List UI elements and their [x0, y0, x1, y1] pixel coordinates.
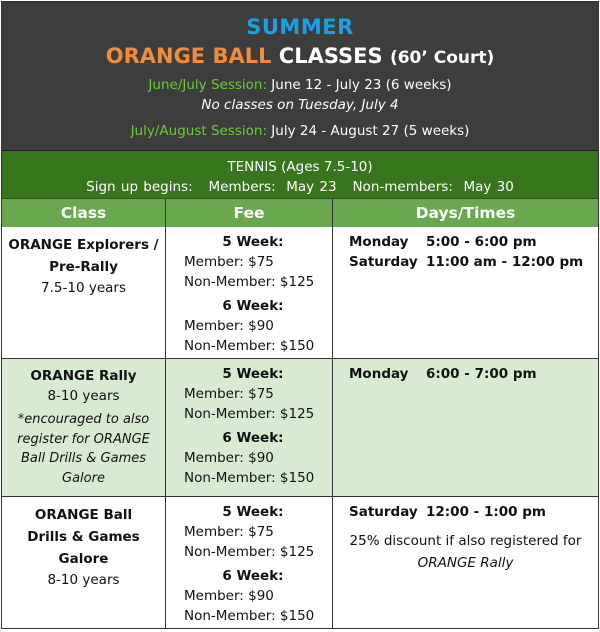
class-name-line: Galore — [58, 551, 109, 567]
table-row — [2, 359, 598, 497]
fee-6-week-label: 6 Week: — [222, 568, 284, 584]
class-note — [2, 410, 165, 488]
table-header — [2, 198, 598, 228]
session2-dates: July 24 - August 27 (5 weeks) — [271, 123, 470, 139]
days-cell — [333, 502, 598, 574]
fee-5-week-member: Member: $75 — [184, 386, 274, 402]
discount-note-line: 25% discount if also registered for — [349, 533, 582, 549]
days-cell — [333, 232, 598, 272]
class-note-line: register for ORANGE — [17, 431, 150, 447]
discount-note-class: ORANGE Rally — [417, 555, 514, 571]
session1-label: June/July Session: — [148, 77, 267, 93]
class-name-line: ORANGE Rally — [30, 368, 137, 384]
fee-6-week-member: Member: $90 — [184, 450, 274, 466]
fee-6-week-nonmember: Non-Member: $150 — [184, 338, 315, 354]
schedule-day: Saturday — [349, 504, 418, 520]
session1-line — [2, 77, 598, 93]
session1-note: No classes on Tuesday, July 4 — [201, 97, 399, 113]
signup-dates: Sign up begins: Members: May 23 Non-members: May 30 — [86, 179, 514, 195]
class-name-line: Drills & Games — [27, 529, 140, 545]
class-schedule-flyer — [1, 1, 599, 629]
fee-5-week-label: 5 Week: — [222, 366, 284, 382]
session1-dates: June 12 - July 23 (6 weeks) — [271, 77, 452, 93]
fee-5-week-label: 5 Week: — [222, 504, 284, 520]
schedule-time: 6:00 - 7:00 pm — [426, 366, 537, 382]
class-note-line: Ball Drills & Games — [20, 451, 147, 466]
schedule-entry — [333, 232, 598, 252]
class-ages: 7.5-10 years — [41, 280, 126, 296]
fee-5-week-label: 5 Week: — [222, 234, 284, 250]
session2-line — [2, 123, 598, 139]
program-band — [2, 150, 598, 199]
class-name-line: ORANGE Explorers / — [8, 237, 159, 253]
schedule-day: Monday — [349, 234, 409, 250]
class-cell — [2, 234, 165, 298]
column-divider — [332, 198, 333, 628]
column-header-days: Days/Times — [415, 204, 516, 222]
class-note-line: Galore — [62, 470, 105, 486]
season-title: SUMMER — [246, 15, 354, 39]
fee-6-week-label: 6 Week: — [222, 298, 284, 314]
table-row — [2, 497, 598, 628]
session2-label: July/August Session: — [130, 123, 267, 139]
flyer-header — [2, 2, 598, 150]
title-orange-ball: ORANGE BALL — [105, 44, 272, 68]
class-cell — [2, 504, 165, 590]
class-note-line: *encouraged to also — [17, 412, 150, 427]
schedule-entry — [333, 252, 598, 272]
fee-5-week-nonmember: Non-Member: $125 — [184, 274, 315, 290]
fee-cell — [166, 502, 332, 626]
days-cell — [333, 364, 598, 384]
class-cell — [2, 366, 165, 488]
column-header-class: Class — [60, 204, 107, 222]
fee-6-week-nonmember: Non-Member: $150 — [184, 608, 315, 624]
schedule-time: 12:00 - 1:00 pm — [426, 504, 546, 520]
fee-6-week-label: 6 Week: — [222, 430, 284, 446]
fee-6-week-member: Member: $90 — [184, 318, 274, 334]
fee-6-week-member: Member: $90 — [184, 588, 274, 604]
schedule-entry — [333, 502, 598, 522]
fee-cell — [166, 364, 332, 488]
program-title: TENNIS (Ages 7.5-10) — [227, 159, 373, 175]
class-ages: 8-10 years — [47, 388, 120, 404]
fee-6-week-nonmember: Non-Member: $150 — [184, 470, 315, 486]
schedule-day: Monday — [349, 366, 409, 382]
fee-5-week-member: Member: $75 — [184, 524, 274, 540]
fee-5-week-member: Member: $75 — [184, 254, 274, 270]
column-header-fee: Fee — [233, 204, 265, 222]
title-court: (60’ Court) — [389, 48, 495, 68]
fee-5-week-nonmember: Non-Member: $125 — [184, 544, 315, 560]
schedule-time: 5:00 - 6:00 pm — [426, 234, 537, 250]
fee-cell — [166, 232, 332, 356]
schedule-day: Saturday — [349, 254, 418, 270]
flyer-title — [2, 44, 598, 68]
fee-5-week-nonmember: Non-Member: $125 — [184, 406, 315, 422]
schedule-entry — [333, 364, 598, 384]
discount-note — [333, 530, 598, 574]
schedule-time: 11:00 am - 12:00 pm — [426, 254, 584, 270]
class-name-line: Pre-Rally — [49, 259, 118, 275]
class-ages: 8-10 years — [47, 572, 120, 588]
title-classes: CLASSES — [278, 44, 383, 68]
column-divider — [165, 198, 166, 628]
table-row — [2, 227, 598, 359]
class-name-line: ORANGE Ball — [34, 507, 133, 523]
